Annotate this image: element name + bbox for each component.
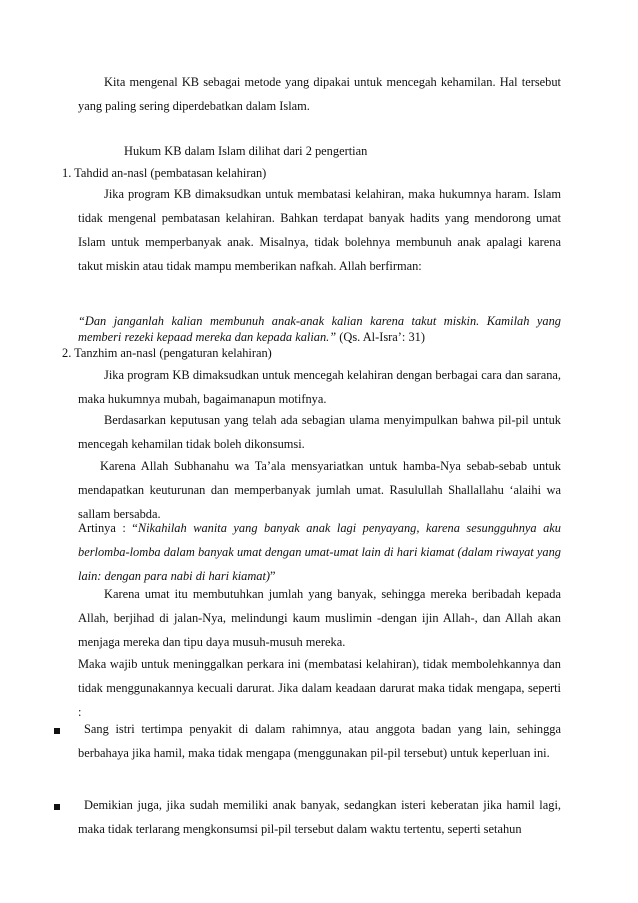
bullet-dot-1 bbox=[54, 728, 60, 734]
bullet-dot-2 bbox=[54, 804, 60, 810]
intro-paragraph: Kita mengenal KB sebagai metode yang dipakai untuk mencegah kehamilan. Hal tersebut yang paling sering diperdebatkan dalam Islam. bbox=[78, 75, 561, 113]
quran-quote bbox=[78, 313, 561, 345]
item2-body: Jika program KB dimaksudkan untuk mencegah kelahiran dengan berbagai cara dan sarana, maka hukumnya mubah, bagaimanapun motifnya. bbox=[78, 368, 561, 406]
quote-reference: (Qs. Al-Isra’: 31) bbox=[336, 330, 425, 344]
artinya-label: Artinya : “ bbox=[78, 521, 138, 535]
karena-allah-paragraph: Karena Allah Subhanahu wa Ta’ala mensyariatkan untuk hamba-Nya sebab-sebab untuk mendapatkan keuturunan dan memperbanyak jumlah umat. Rasulullah Shallallahu ‘alaihi wa sallam bersabda. bbox=[78, 459, 561, 521]
hadith-translation bbox=[78, 516, 561, 588]
hadith-close: ” bbox=[270, 569, 276, 583]
item1-title: 1. Tahdid an-nasl (pembatasan kelahiran) bbox=[62, 166, 267, 180]
bullet-item-1: Sang istri tertimpa penyakit di dalam rahimnya, atau anggota badan yang lain, sehingga berbahaya jika hamil, maka tidak mengapa (menggunakan pil-pil tersebut) untuk keperluan ini. bbox=[78, 722, 561, 760]
quote-text: “Dan janganlah kalian membunuh anak-anak kalian karena takut miskin. Kamilah yang memberi rezeki kepaad mereka dan kepada kalian.” bbox=[78, 314, 561, 344]
bullet-item-2: Demikian juga, jika sudah memiliki anak banyak, sedangkan isteri keberatan jika hamil lagi, maka tidak terlarang mengkonsumsi pil-pil tersebut dalam waktu tertentu, seperti setahun bbox=[78, 798, 561, 836]
karena-umat-paragraph: Karena umat itu membutuhkan jumlah yang banyak, sehingga mereka beribadah kepada Allah, berjihad di jalan-Nya, melindungi kaum muslimin -dengan ijin Allah-, dan Allah akan menjaga mereka dan tipu daya musuh-musuh mereka. bbox=[78, 587, 561, 649]
maka-wajib-paragraph: Maka wajib untuk meninggalkan perkara ini (membatasi kelahiran), tidak membolehkannya dan tidak menggunakannya kecuali darurat. Jika dalam keadaan darurat maka tidak mengapa, seperti : bbox=[78, 657, 561, 719]
hadith-text: Nikahilah wanita yang banyak anak lagi penyayang, karena sesungguhnya aku berlomba-lomba dalam banyak umat dengan umat-umat lain di hari kiamat (dalam riwayat yang lain: dengan para nabi di hari kiamat) bbox=[78, 521, 561, 583]
item1-body: Jika program KB dimaksudkan untuk membatasi kelahiran, maka hukumnya haram. Islam tidak mengenal pembatasan kelahiran. Bahkan terdapat banyak hadits yang mendorong umat Islam untuk memperbanyak anak. Misalnya, tidak bolehnya membunuh anak apalagi karena takut miskin atau tidak mampu memberikan nafkah. Allah berfirman: bbox=[78, 187, 561, 273]
item2-title: 2. Tanzhim an-nasl (pengaturan kelahiran) bbox=[62, 346, 272, 360]
hukum-heading: Hukum KB dalam Islam dilihat dari 2 pengertian bbox=[124, 144, 368, 158]
keputusan-paragraph: Berdasarkan keputusan yang telah ada sebagian ulama menyimpulkan bahwa pil-pil untuk mencegah kehamilan tidak boleh dikonsumsi. bbox=[78, 413, 561, 451]
